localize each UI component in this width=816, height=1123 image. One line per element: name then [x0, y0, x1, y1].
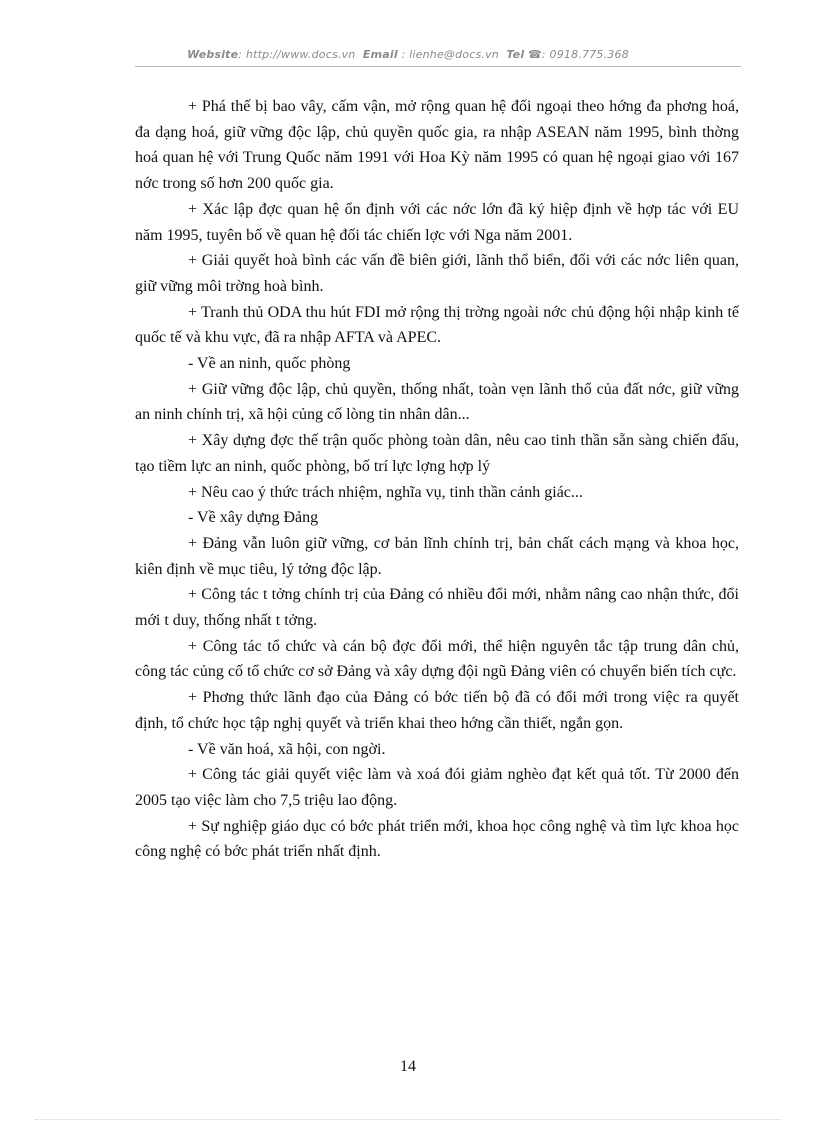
paragraph: + Nêu cao ý thức trách nhiệm, nghĩa vụ, tinh thần cảnh giác...	[188, 483, 583, 501]
paragraph: + Công tác tổ chức và cán bộ đợc đổi mới, thể hiện nguyên tắc tập trung dân chủ, công tác củng cố tổ chức cơ sở Đảng và xây dựng đội ngũ Đảng viên có chuyển biến tích cực.	[135, 637, 739, 681]
email-value: : lienhe@docs.vn	[401, 48, 499, 61]
tel-label: Tel	[506, 48, 525, 61]
paragraph: + Sự nghiệp giáo dục có bớc phát triển mới, khoa học công nghệ và tìm lực khoa học công nghệ có bớc phát triển nhất định.	[135, 817, 739, 861]
section-heading: - Về văn hoá, xã hội, con ngời.	[188, 740, 386, 758]
header-divider	[135, 66, 741, 67]
paragraph: + Phơng thức lãnh đạo của Đảng có bớc tiến bộ đã có đổi mới trong việc ra quyết định, tổ chức học tập nghị quyết và triển khai theo hớng cần thiết, ngắn gọn.	[135, 689, 739, 732]
paragraph: + Xây dựng đợc thế trận quốc phòng toàn dân, nêu cao tinh thần sẵn sàng chiến đấu, tạo tiềm lực an ninh, quốc phòng, bố trí lực lợng hợp lý	[135, 432, 739, 475]
paragraph: + Đảng vẫn luôn giữ vững, cơ bản lĩnh chính trị, bản chất cách mạng và khoa học, kiên định về mục tiêu, lý tởng độc lập.	[135, 534, 739, 578]
section-heading: - Về xây dựng Đảng	[188, 509, 319, 527]
website-label: Website	[187, 48, 239, 61]
paragraph: + Giữ vững độc lập, chủ quyền, thống nhất, toàn vẹn lãnh thổ của đất nớc, giữ vững an ninh chính trị, xã hội củng cố lòng tin nhân dân...	[135, 380, 739, 424]
email-label: Email	[362, 48, 398, 61]
phone-icon: ☎	[528, 48, 542, 61]
paragraph: + Giải quyết hoà bình các vấn đề biên giới, lãnh thổ biển, đối với các nớc liên quan, giữ vững môi trờng hoà bình.	[135, 252, 739, 295]
paragraph: + Xác lập đợc quan hệ ổn định với các nớc lớn đã ký hiệp định về hợp tác với EU năm 1995, tuyên bố về quan hệ đối tác chiến lợc với Nga năm 2001.	[135, 200, 739, 244]
body-text	[135, 94, 739, 865]
paragraph: + Công tác t tởng chính trị của Đảng có nhiều đổi mới, nhằm nâng cao nhận thức, đổi mới t duy, thống nhất t tởng.	[135, 586, 739, 630]
section-heading: - Về an ninh, quốc phòng	[188, 355, 351, 373]
tel-value: : 0918.775.368	[541, 48, 629, 61]
page-header	[0, 48, 816, 61]
footer-divider	[35, 1119, 781, 1120]
website-value: : http://www.docs.vn	[238, 48, 356, 61]
paragraph: + Phá thế bị bao vây, cấm vận, mở rộng quan hệ đối ngoại theo hớng đa phơng hoá, đa dạng hoá, giữ vững độc lập, chủ quyền quốc gia, ra nhập ASEAN năm 1995, bình thờng hoá quan hệ với Trung Quốc năm 1991 với Hoa Kỳ năm 1995 có quan hệ ngoại giao với 167 nớc trong số hơn 200 quốc gia.	[135, 98, 739, 193]
paragraph: + Công tác giải quyết việc làm và xoá đói giảm nghèo đạt kết quả tốt. Từ 2000 đến 2005 tạo việc làm cho 7,5 triệu lao động.	[135, 766, 739, 809]
paragraph: + Tranh thủ ODA thu hút FDI mở rộng thị trờng ngoài nớc chủ động hội nhập kinh tế quốc tế và khu vực, đã ra nhập AFTA và APEC.	[135, 303, 739, 347]
page-number: 14	[400, 1058, 416, 1075]
